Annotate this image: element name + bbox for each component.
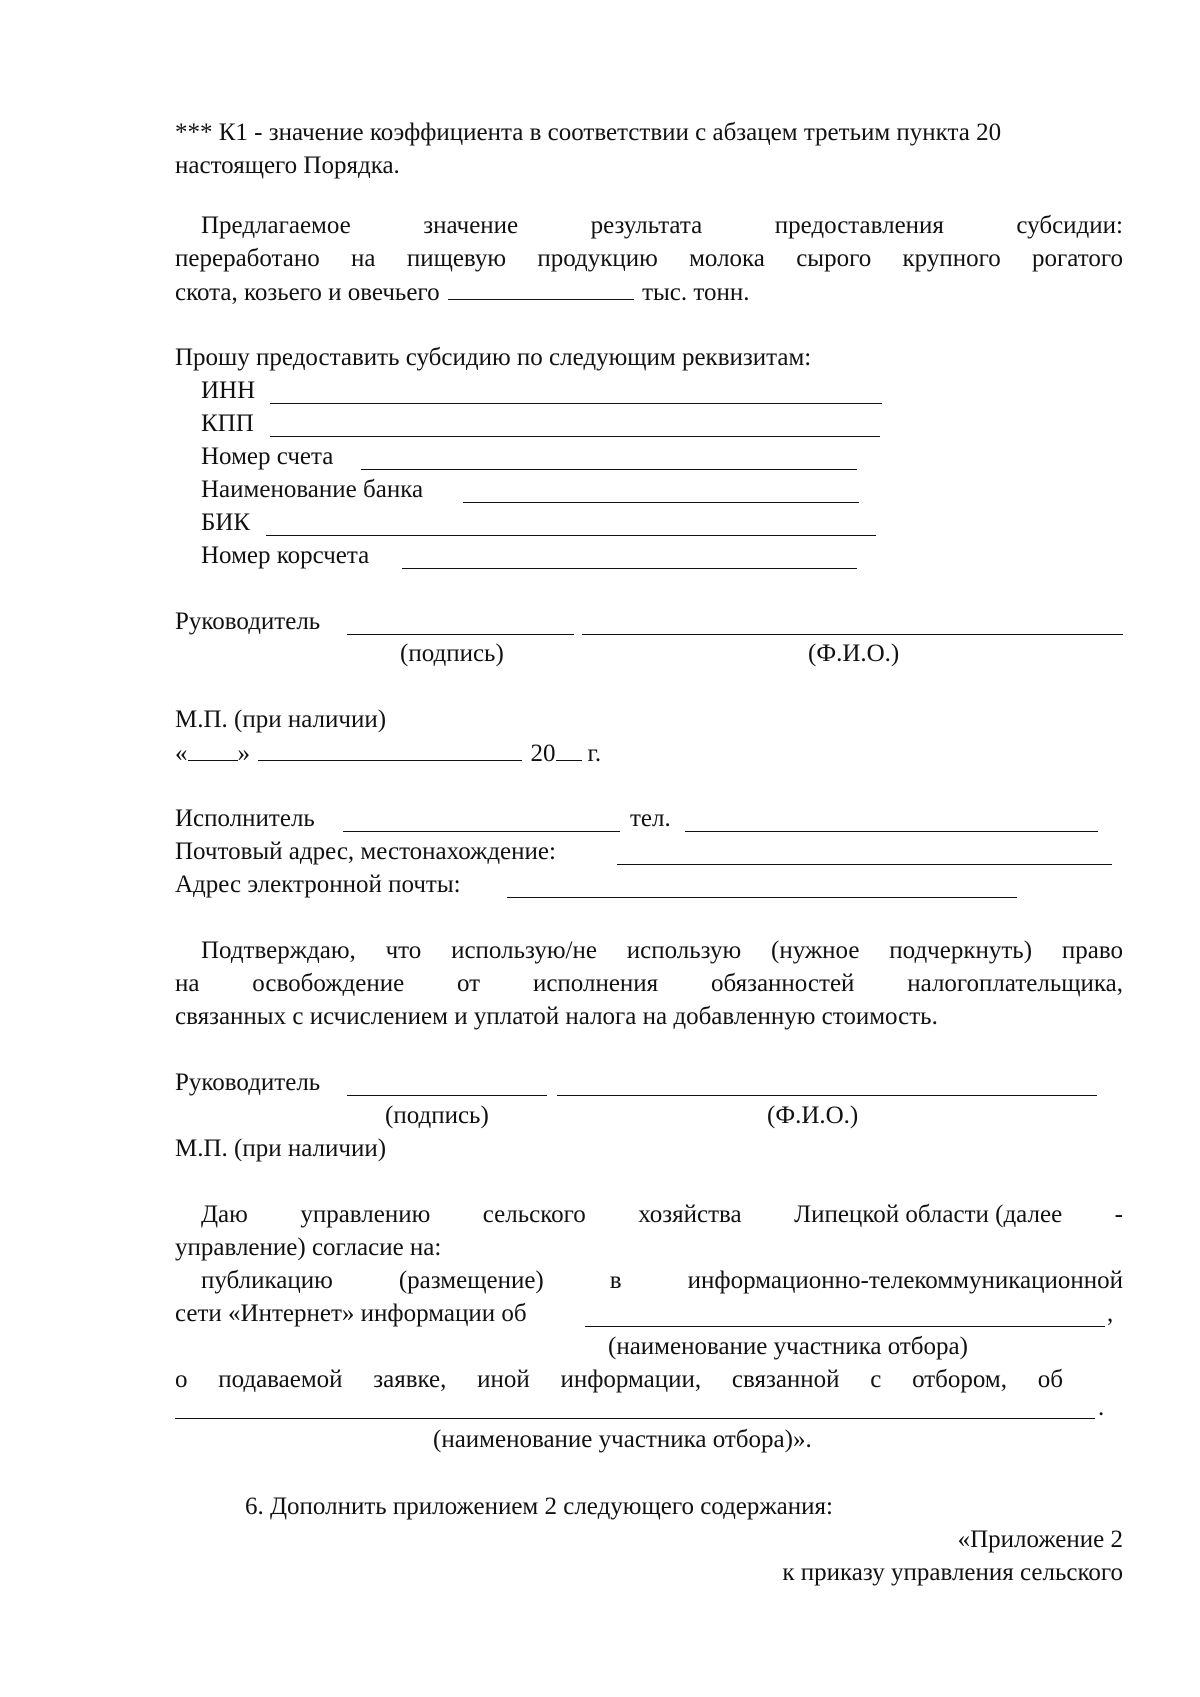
word: иной bbox=[477, 1366, 530, 1393]
period: . bbox=[1098, 1394, 1105, 1421]
bank-label: Наименование банка bbox=[201, 476, 424, 503]
fio-caption-2: (Ф.И.О.) bbox=[767, 1102, 859, 1129]
inn-label: ИНН bbox=[201, 377, 256, 404]
executor-label: Исполнитель bbox=[175, 805, 315, 832]
word: Предлагаемое bbox=[201, 212, 351, 239]
word: молока bbox=[689, 245, 765, 272]
word: исполнения bbox=[532, 970, 659, 997]
participant-name-blank-1[interactable] bbox=[585, 1326, 1105, 1327]
result-unit: тыс. тонн. bbox=[642, 279, 750, 306]
footnote-line-2: настоящего Порядка. bbox=[175, 152, 400, 179]
word: подчеркнуть) bbox=[889, 937, 1033, 964]
word: право bbox=[1061, 937, 1123, 964]
word: крупного bbox=[902, 245, 1001, 272]
word: что bbox=[385, 937, 422, 964]
word: хозяйства bbox=[638, 1201, 742, 1228]
inn-blank[interactable] bbox=[270, 403, 882, 404]
word: Липецкой области (далее bbox=[794, 1201, 1063, 1228]
word: переработано bbox=[175, 245, 320, 272]
signature-caption: (подпись) bbox=[400, 640, 504, 667]
date-year-blank[interactable] bbox=[556, 738, 582, 761]
word: на bbox=[175, 970, 200, 997]
head-signature-blank-2[interactable] bbox=[347, 1095, 547, 1096]
address-blank[interactable] bbox=[617, 864, 1112, 865]
word: - bbox=[1114, 1201, 1123, 1228]
word: обязанностей bbox=[710, 970, 855, 997]
comma: , bbox=[1107, 1300, 1114, 1327]
consent-line-3 bbox=[201, 1266, 1123, 1296]
vat-line-3: связанных с исчислением и уплатой налога на добавленную стоимость. bbox=[175, 1003, 938, 1030]
head-fio-blank-2[interactable] bbox=[557, 1095, 1097, 1096]
appendix-reference: к приказу управления сельского bbox=[782, 1559, 1123, 1586]
word: продукцию bbox=[537, 245, 658, 272]
vat-line-1 bbox=[201, 936, 1123, 966]
result-line-1 bbox=[201, 211, 1123, 241]
head-label-2: Руководитель bbox=[175, 1069, 321, 1096]
executor-blank[interactable] bbox=[343, 831, 620, 832]
word: об bbox=[1037, 1366, 1063, 1393]
word: использую/не bbox=[451, 937, 597, 964]
participant-caption-1: (наименование участника отбора) bbox=[608, 1333, 968, 1360]
word: управлению bbox=[300, 1201, 431, 1228]
year-prefix: 20 bbox=[530, 740, 556, 767]
stamp-label-2: М.П. (при наличии) bbox=[175, 1135, 387, 1162]
kpp-blank[interactable] bbox=[270, 436, 880, 437]
word: (нужное bbox=[771, 937, 860, 964]
account-blank[interactable] bbox=[361, 469, 857, 470]
vat-line-2 bbox=[175, 969, 1123, 999]
consent-line-1 bbox=[201, 1200, 1123, 1230]
amendment-item: 6. Дополнить приложением 2 следующего содержания: bbox=[245, 1493, 833, 1520]
participant-name-blank-2[interactable] bbox=[175, 1418, 1095, 1419]
word: с bbox=[870, 1366, 882, 1393]
word: налогоплательщика, bbox=[907, 970, 1123, 997]
word: освобождение bbox=[252, 970, 405, 997]
word: Даю bbox=[201, 1201, 248, 1228]
year-suffix: г. bbox=[587, 740, 602, 767]
date-day-blank[interactable] bbox=[188, 738, 238, 761]
word: предоставления bbox=[774, 212, 944, 239]
result-value-blank[interactable] bbox=[448, 277, 634, 300]
bik-label: БИК bbox=[201, 509, 251, 536]
word: субсидии: bbox=[1016, 212, 1123, 239]
word: (размещение) bbox=[398, 1267, 544, 1294]
stamp-label: М.П. (при наличии) bbox=[175, 706, 387, 733]
head-signature-blank[interactable] bbox=[347, 634, 574, 635]
account-label: Номер счета bbox=[201, 443, 334, 470]
word: пищевую bbox=[406, 245, 507, 272]
word: заявке, bbox=[373, 1366, 447, 1393]
result-label: скота, козьего и овечьего bbox=[175, 279, 440, 306]
bank-blank[interactable] bbox=[463, 502, 859, 503]
consent-line-2: управление) согласие на: bbox=[175, 1234, 442, 1261]
word: на bbox=[351, 245, 376, 272]
word: от bbox=[457, 970, 481, 997]
fio-caption: (Ф.И.О.) bbox=[808, 640, 900, 667]
word: Подтверждаю, bbox=[201, 937, 356, 964]
word: рогатого bbox=[1032, 245, 1123, 272]
email-blank[interactable] bbox=[507, 897, 1017, 898]
signature-caption-2: (подпись) bbox=[385, 1102, 489, 1129]
footnote-line-1: *** К1 - значение коэффициента в соответствии с абзацем третьим пункта 20 bbox=[175, 119, 1002, 146]
date-close-quote: » bbox=[237, 740, 250, 767]
word: сырого bbox=[796, 245, 872, 272]
date-line bbox=[175, 738, 601, 769]
bik-blank[interactable] bbox=[266, 535, 876, 536]
word: публикацию bbox=[201, 1267, 333, 1294]
word: в bbox=[609, 1267, 622, 1294]
appendix-title: «Приложение 2 bbox=[957, 1526, 1123, 1553]
phone-label: тел. bbox=[630, 805, 671, 832]
word: информационно-телекоммуникационной bbox=[687, 1267, 1123, 1294]
date-open-quote: « bbox=[175, 740, 188, 767]
consent-line-5 bbox=[175, 1365, 1063, 1395]
word: отбором, bbox=[912, 1366, 1007, 1393]
email-label: Адрес электронной почты: bbox=[175, 871, 461, 898]
word: результата bbox=[590, 212, 703, 239]
head-label: Руководитель bbox=[175, 608, 321, 635]
head-fio-blank[interactable] bbox=[582, 634, 1123, 635]
kpp-label: КПП bbox=[201, 410, 254, 437]
word: значение bbox=[423, 212, 519, 239]
word: использую bbox=[626, 937, 742, 964]
word: информации, bbox=[560, 1366, 702, 1393]
result-line-2 bbox=[175, 244, 1123, 274]
result-line-3 bbox=[175, 277, 750, 308]
word: о bbox=[175, 1366, 188, 1393]
requisites-intro: Прошу предоставить субсидию по следующим реквизитам: bbox=[175, 344, 812, 371]
consent-line-4-label: сети «Интернет» информации об bbox=[175, 1300, 527, 1327]
word: связанной bbox=[731, 1366, 840, 1393]
participant-caption-2: (наименование участника отбора)». bbox=[433, 1426, 812, 1453]
phone-blank[interactable] bbox=[685, 831, 1098, 832]
corr-account-label: Номер корсчета bbox=[201, 542, 370, 569]
date-month-blank[interactable] bbox=[258, 738, 522, 761]
corr-account-blank[interactable] bbox=[402, 568, 857, 569]
address-label: Почтовый адрес, местонахождение: bbox=[175, 838, 556, 865]
word: сельского bbox=[482, 1201, 586, 1228]
word: подаваемой bbox=[218, 1366, 343, 1393]
